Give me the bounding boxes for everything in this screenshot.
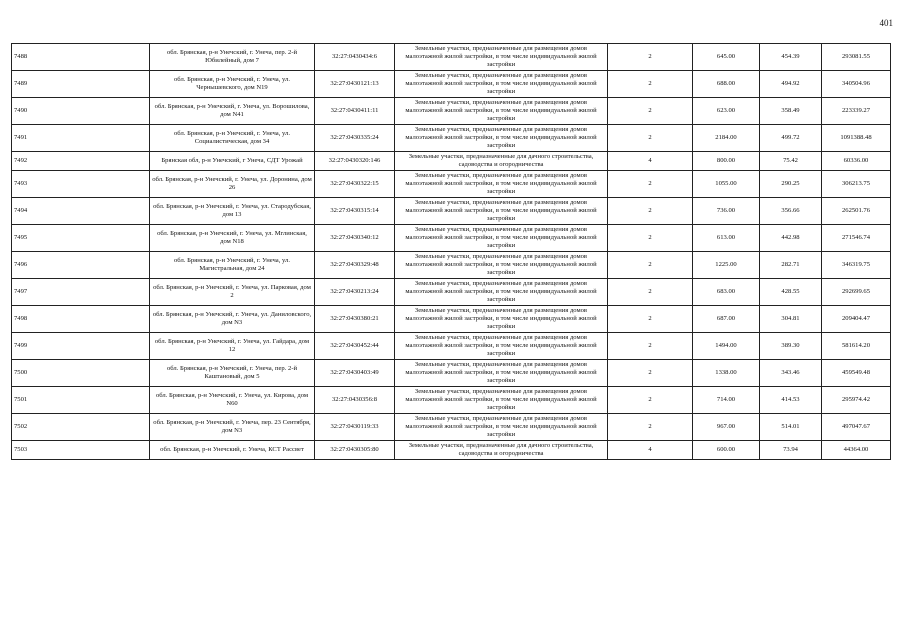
land-use-cell: Земельные участки, предназначенные для размещения домов малоэтажной жилой застройки, в том числе индивидуальной жилой застройки [395,414,608,441]
cadastral-value-cell: 262501.76 [822,198,891,225]
cadastral-value-cell: 60336.00 [822,152,891,171]
address-cell: обл. Брянская, р-н Унечский, г. Унеча, ул. Магистральная, дом 24 [150,252,315,279]
table-row [12,71,891,98]
land-use-cell: Земельные участки, предназначенные для размещения домов малоэтажной жилой застройки, в том числе индивидуальной жилой застройки [395,252,608,279]
cadastral-number-cell: 32:27:0430340:12 [315,225,395,252]
area-cell: 967.00 [693,414,760,441]
land-use-cell: Земельные участки, предназначенные для размещения домов малоэтажной жилой застройки, в том числе индивидуальной жилой застройки [395,225,608,252]
cadastral-value-cell: 340504.96 [822,71,891,98]
cadastral-number-cell: 32:27:0430305:80 [315,441,395,460]
table-row [12,198,891,225]
row-number: 7488 [12,44,150,71]
table-row [12,441,891,460]
land-use-cell: Земельные участки, предназначенные для размещения домов малоэтажной жилой застройки, в том числе индивидуальной жилой застройки [395,44,608,71]
category-cell: 2 [608,125,693,152]
table-row [12,306,891,333]
row-number: 7497 [12,279,150,306]
row-number: 7495 [12,225,150,252]
cadastral-value-table [11,43,891,460]
cadastral-number-cell: 32:27:0430213:24 [315,279,395,306]
cadastral-number-cell: 32:27:0430119:33 [315,414,395,441]
table-row [12,171,891,198]
row-number: 7490 [12,98,150,125]
address-cell: обл. Брянская, р-н Унечский, г. Унеча, ул. Ворошилова, дом N41 [150,98,315,125]
area-cell: 736.00 [693,198,760,225]
category-cell: 2 [608,252,693,279]
table-row [12,225,891,252]
cadastral-value-cell: 346319.75 [822,252,891,279]
row-number: 7499 [12,333,150,360]
address-cell: обл. Брянская, р-н Унечский, г. Унеча, ул. Стародубская, дом 13 [150,198,315,225]
specific-value-cell: 75.42 [760,152,822,171]
category-cell: 2 [608,44,693,71]
cadastral-number-cell: 32:27:0430320:146 [315,152,395,171]
specific-value-cell: 414.53 [760,387,822,414]
area-cell: 613.00 [693,225,760,252]
address-cell: обл. Брянская, р-н Унечский, г. Унеча, ул. Чернышевского, дом N19 [150,71,315,98]
row-number: 7496 [12,252,150,279]
area-cell: 623.00 [693,98,760,125]
cadastral-number-cell: 32:27:0430322:15 [315,171,395,198]
table-row [12,387,891,414]
land-use-cell: Земельные участки, предназначенные для размещения домов малоэтажной жилой застройки, в том числе индивидуальной жилой застройки [395,125,608,152]
specific-value-cell: 282.71 [760,252,822,279]
category-cell: 2 [608,98,693,125]
address-cell: обл. Брянская, р-н Унечский, г. Унеча, ул. Социалистическая, дом 34 [150,125,315,152]
category-cell: 2 [608,71,693,98]
specific-value-cell: 343.46 [760,360,822,387]
land-use-cell: Земельные участки, предназначенные для размещения домов малоэтажной жилой застройки, в том числе индивидуальной жилой застройки [395,333,608,360]
area-cell: 600.00 [693,441,760,460]
table-row [12,44,891,71]
area-cell: 688.00 [693,71,760,98]
address-cell: Брянская обл, р-н Унечский, г Унеча, СДТ Урожай [150,152,315,171]
row-number: 7492 [12,152,150,171]
area-cell: 2184.00 [693,125,760,152]
cadastral-value-cell: 223339.27 [822,98,891,125]
address-cell: обл. Брянская, р-н Унечский, г. Унеча, ул. Доронина, дом 26 [150,171,315,198]
cadastral-number-cell: 32:27:0430452:44 [315,333,395,360]
address-cell: обл. Брянская, р-н Унечский, г. Унеча, ул. Кирова, дом N60 [150,387,315,414]
area-cell: 1055.00 [693,171,760,198]
category-cell: 2 [608,360,693,387]
specific-value-cell: 358.49 [760,98,822,125]
table-row [12,414,891,441]
table-row [12,125,891,152]
table-row [12,360,891,387]
category-cell: 2 [608,279,693,306]
land-use-cell: Земельные участки, предназначенные для размещения домов малоэтажной жилой застройки, в том числе индивидуальной жилой застройки [395,71,608,98]
row-number: 7503 [12,441,150,460]
row-number: 7491 [12,125,150,152]
cadastral-number-cell: 32:27:0430315:14 [315,198,395,225]
cadastral-value-cell: 44364.00 [822,441,891,460]
land-use-cell: Земельные участки, предназначенные для размещения домов малоэтажной жилой застройки, в том числе индивидуальной жилой застройки [395,306,608,333]
category-cell: 4 [608,441,693,460]
area-cell: 1225.00 [693,252,760,279]
table-row [12,279,891,306]
address-cell: обл. Брянская, р-н Унечский, г. Унеча, КСТ Рассвет [150,441,315,460]
cadastral-value-cell: 1091388.48 [822,125,891,152]
cadastral-value-cell: 293081.55 [822,44,891,71]
table-row [12,98,891,125]
category-cell: 2 [608,198,693,225]
category-cell: 2 [608,306,693,333]
cadastral-number-cell: 32:27:0430329:48 [315,252,395,279]
cadastral-number-cell: 32:27:0430403:49 [315,360,395,387]
address-cell: обл. Брянская, р-н Унечский, г. Унеча, пер. 2-й Юбилейный, дом 7 [150,44,315,71]
specific-value-cell: 442.98 [760,225,822,252]
land-use-cell: Земельные участки, предназначенные для дачного строительства, садоводства и огородничества [395,441,608,460]
address-cell: обл. Брянская, р-н Унечский, г. Унеча, ул. Гайдара, дом 12 [150,333,315,360]
specific-value-cell: 73.94 [760,441,822,460]
specific-value-cell: 454.39 [760,44,822,71]
specific-value-cell: 514.01 [760,414,822,441]
cadastral-value-cell: 271546.74 [822,225,891,252]
land-use-cell: Земельные участки, предназначенные для дачного строительства, садоводства и огородничества [395,152,608,171]
land-use-cell: Земельные участки, предназначенные для размещения домов малоэтажной жилой застройки, в том числе индивидуальной жилой застройки [395,98,608,125]
land-use-cell: Земельные участки, предназначенные для размещения домов малоэтажной жилой застройки, в том числе индивидуальной жилой застройки [395,360,608,387]
cadastral-number-cell: 32:27:0430434:6 [315,44,395,71]
cadastral-number-cell: 32:27:0430380:21 [315,306,395,333]
area-cell: 1338.00 [693,360,760,387]
category-cell: 2 [608,333,693,360]
category-cell: 2 [608,387,693,414]
row-number: 7501 [12,387,150,414]
cadastral-number-cell: 32:27:0430335:24 [315,125,395,152]
address-cell: обл. Брянская, р-н Унечский, г. Унеча, пер. 2-й Каштановый, дом 5 [150,360,315,387]
table-body [12,44,891,460]
cadastral-value-cell: 497047.67 [822,414,891,441]
row-number: 7498 [12,306,150,333]
category-cell: 4 [608,152,693,171]
land-use-cell: Земельные участки, предназначенные для размещения домов малоэтажной жилой застройки, в том числе индивидуальной жилой застройки [395,198,608,225]
specific-value-cell: 428.55 [760,279,822,306]
cadastral-value-cell: 581614.20 [822,333,891,360]
specific-value-cell: 494.92 [760,71,822,98]
land-use-cell: Земельные участки, предназначенные для размещения домов малоэтажной жилой застройки, в том числе индивидуальной жилой застройки [395,387,608,414]
row-number: 7502 [12,414,150,441]
area-cell: 714.00 [693,387,760,414]
address-cell: обл. Брянская, р-н Унечский, г. Унеча, ул. Парковая, дом 2 [150,279,315,306]
cadastral-value-cell: 209404.47 [822,306,891,333]
specific-value-cell: 389.30 [760,333,822,360]
land-use-cell: Земельные участки, предназначенные для размещения домов малоэтажной жилой застройки, в том числе индивидуальной жилой застройки [395,279,608,306]
row-number: 7494 [12,198,150,225]
row-number: 7493 [12,171,150,198]
cadastral-number-cell: 32:27:0430411:11 [315,98,395,125]
row-number: 7489 [12,71,150,98]
table-row [12,152,891,171]
cadastral-value-cell: 306213.75 [822,171,891,198]
category-cell: 2 [608,171,693,198]
area-cell: 1494.00 [693,333,760,360]
category-cell: 2 [608,414,693,441]
cadastral-value-cell: 295974.42 [822,387,891,414]
cadastral-value-cell: 292699.65 [822,279,891,306]
category-cell: 2 [608,225,693,252]
cadastral-value-cell: 459549.48 [822,360,891,387]
land-use-cell: Земельные участки, предназначенные для размещения домов малоэтажной жилой застройки, в том числе индивидуальной жилой застройки [395,171,608,198]
cadastral-number-cell: 32:27:0430356:8 [315,387,395,414]
area-cell: 683.00 [693,279,760,306]
specific-value-cell: 290.25 [760,171,822,198]
address-cell: обл. Брянская, р-н Унечский, г. Унеча, пер. 23 Сентября, дом N3 [150,414,315,441]
cadastral-number-cell: 32:27:0430121:13 [315,71,395,98]
specific-value-cell: 304.81 [760,306,822,333]
table-row [12,333,891,360]
address-cell: обл. Брянская, р-н Унечский, г. Унеча, ул. Даниловского, дом N3 [150,306,315,333]
area-cell: 800.00 [693,152,760,171]
area-cell: 645.00 [693,44,760,71]
specific-value-cell: 499.72 [760,125,822,152]
area-cell: 687.00 [693,306,760,333]
specific-value-cell: 356.66 [760,198,822,225]
page-number: 401 [879,18,893,28]
row-number: 7500 [12,360,150,387]
address-cell: обл. Брянская, р-н Унечский, г. Унеча, ул. Мглинская, дом N18 [150,225,315,252]
table-row [12,252,891,279]
